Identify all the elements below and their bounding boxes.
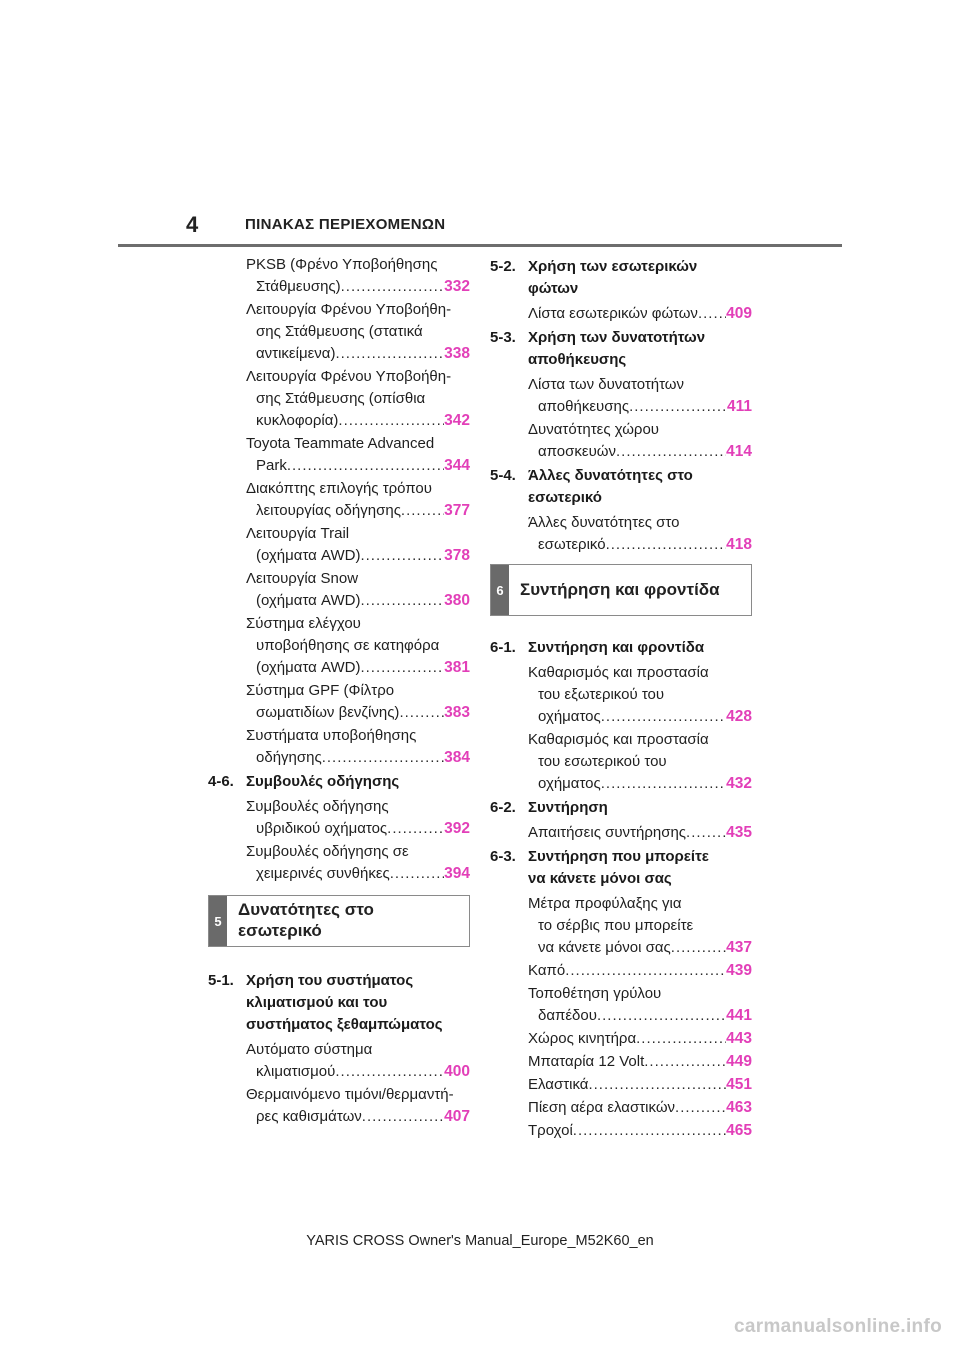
section-title-line: Συντήρηση <box>528 799 608 816</box>
toc-page-number[interactable]: 332 <box>444 278 470 295</box>
toc-entry-last-line: δαπέδου <box>538 1007 597 1024</box>
toc-entry-last-line: οχήματος <box>538 775 601 792</box>
toc-entry-last-line: αποσκευών <box>538 443 617 460</box>
toc-entry-line: Συμβουλές οδήγησης <box>246 798 389 815</box>
toc-entry-text <box>490 822 752 844</box>
toc-entry-line: Σύστημα GPF (Φίλτρο <box>246 682 395 699</box>
toc-entry[interactable] <box>208 523 470 567</box>
toc-section-6-1[interactable] <box>490 637 752 659</box>
toc-section-5-3[interactable] <box>490 327 752 371</box>
toc-entry-last-line: Park <box>256 457 287 474</box>
toc-entry[interactable] <box>208 613 470 679</box>
chapter-title <box>509 565 751 615</box>
toc-entry[interactable] <box>208 725 470 769</box>
section-number: 5-1. <box>208 972 234 989</box>
toc-page-number[interactable]: 437 <box>726 939 752 956</box>
toc-entry-leader <box>246 747 470 769</box>
toc-entry-text <box>490 1051 752 1073</box>
toc-entry-last-line: να κάνετε μόνοι σας <box>538 939 671 956</box>
dot-leader <box>573 1120 726 1142</box>
toc-entry-text <box>208 796 470 840</box>
toc-entry-text <box>208 299 470 365</box>
chapter-number-tab: 5 <box>209 896 227 946</box>
toc-entry-leader <box>246 343 470 365</box>
toc-entry-leader <box>246 1061 470 1083</box>
toc-entry-line: Λειτουργία Φρένου Υποβοήθη- <box>246 301 452 318</box>
toc-entry-text <box>490 1120 752 1142</box>
toc-entry-last-line: Τροχοί <box>528 1122 573 1139</box>
dot-leader <box>322 747 444 769</box>
toc-entry-last-line: Απαιτήσεις συντήρησης <box>528 824 687 841</box>
toc-page-number[interactable]: 411 <box>726 398 752 415</box>
dot-leader <box>629 396 727 418</box>
chapter-number-tab: 6 <box>491 565 509 615</box>
toc-entry[interactable] <box>208 568 470 612</box>
section-number: 6-2. <box>490 799 516 816</box>
toc-entry-text <box>490 983 752 1027</box>
toc-entry-leader <box>528 441 752 463</box>
toc-entry-text <box>490 1028 752 1050</box>
toc-entry[interactable] <box>490 822 752 844</box>
toc-right-column <box>490 254 752 1143</box>
toc-entry-leader <box>246 702 470 724</box>
toc-entry-last-line: Χώρος κινητήρα <box>528 1030 637 1047</box>
toc-entry-line: PKSB (Φρένο Υποβοήθησης <box>246 256 438 273</box>
dot-leader <box>335 1061 444 1083</box>
toc-entry[interactable] <box>490 374 752 418</box>
toc-entry-line: Συμβουλές οδήγησης σε <box>246 843 409 860</box>
toc-entry-last-line: αποθήκευσης <box>538 398 630 415</box>
section-title-line: Χρήση των δυνατοτήτων <box>528 329 706 346</box>
toc-group <box>490 893 752 1142</box>
toc-entry-line: Σύστημα ελέγχου <box>246 615 361 632</box>
section-title-line: να κάνετε μόνοι σας <box>528 870 672 887</box>
toc-entry-text <box>208 366 470 432</box>
toc-entry-text <box>208 680 470 724</box>
section-title-line: Συντήρηση που μπορείτε <box>528 848 709 865</box>
toc-entry-last-line: χειμερινές συνθήκες <box>256 865 390 882</box>
toc-entry-text <box>208 1084 470 1128</box>
toc-entry-leader <box>246 410 470 432</box>
toc-entry-line: το σέρβις που μπορείτε <box>538 917 694 934</box>
dot-leader <box>338 410 444 432</box>
toc-entry[interactable] <box>490 303 752 325</box>
toc-entry-leader <box>528 960 752 982</box>
toc-entry-last-line: Μπαταρία 12 Volt <box>528 1053 645 1070</box>
toc-entry[interactable] <box>490 983 752 1027</box>
toc-entry-text <box>490 419 752 463</box>
toc-page-number[interactable]: 381 <box>444 659 470 676</box>
toc-page-number[interactable]: 384 <box>444 749 470 766</box>
toc-entry-line: Μέτρα προφύλαξης για <box>528 895 682 912</box>
section-title-line: κλιματισμού και του <box>246 994 388 1011</box>
toc-entry-line: Τοποθέτηση γρύλου <box>528 985 662 1002</box>
toc-page-number[interactable]: 380 <box>444 592 470 609</box>
toc-left-column <box>208 254 470 1129</box>
section-number: 6-1. <box>490 639 516 656</box>
toc-entry-last-line: Πίεση αέρα ελαστικών <box>528 1099 676 1116</box>
dot-leader <box>636 1028 726 1050</box>
toc-entry-leader <box>246 590 470 612</box>
toc-page-number[interactable]: 449 <box>726 1053 752 1070</box>
toc-entry[interactable] <box>208 1039 470 1083</box>
toc-entry[interactable] <box>490 419 752 463</box>
toc-section-5-4[interactable] <box>490 465 752 509</box>
toc-page-number[interactable]: 451 <box>726 1076 752 1093</box>
toc-section-5-1[interactable] <box>208 970 470 1036</box>
toc-group <box>490 374 752 463</box>
page-header <box>0 212 960 248</box>
toc-page-number[interactable]: 443 <box>726 1030 752 1047</box>
toc-entry[interactable] <box>208 366 470 432</box>
toc-entry-text <box>208 433 470 477</box>
chapter-title-line: Δυνατότητες στο <box>238 900 374 919</box>
toc-page-number[interactable]: 441 <box>726 1007 752 1024</box>
toc-page-number[interactable]: 394 <box>444 865 470 882</box>
toc-entry-leader <box>246 500 470 522</box>
toc-entry-leader <box>246 818 470 840</box>
section-title-line: εσωτερικό <box>528 489 602 506</box>
toc-section-6-2[interactable] <box>490 797 752 819</box>
dot-leader <box>606 534 727 556</box>
chapter-title-line: εσωτερικό <box>238 921 322 940</box>
toc-entry-text <box>208 1039 470 1083</box>
toc-entry-text <box>490 512 752 556</box>
section-title <box>208 970 470 1036</box>
toc-group <box>490 822 752 844</box>
toc-page-number[interactable]: 428 <box>726 708 752 725</box>
toc-entry-leader <box>528 534 752 556</box>
dot-leader <box>597 1005 726 1027</box>
dot-leader <box>686 822 726 844</box>
toc-entry-leader <box>528 1051 752 1073</box>
dot-leader <box>671 937 726 959</box>
toc-entry-text <box>208 613 470 679</box>
toc-entry-leader <box>528 1120 752 1142</box>
footer-text: YARIS CROSS Owner's Manual_Europe_M52K60_en <box>306 1233 654 1249</box>
section-title <box>490 465 752 509</box>
section-title-line: αποθήκευσης <box>528 351 627 368</box>
toc-group <box>208 796 470 885</box>
toc-entry-line: του εσωτερικού του <box>538 753 667 770</box>
watermark: carmanualsonline.info <box>734 1316 942 1337</box>
toc-entry-line: σης Στάθμευσης (στατικά <box>256 323 423 340</box>
section-number: 5-2. <box>490 258 516 275</box>
toc-entry[interactable] <box>490 960 752 982</box>
dot-leader <box>588 1074 726 1096</box>
toc-entry-leader <box>246 276 470 298</box>
toc-page-number[interactable]: 383 <box>444 704 470 721</box>
toc-entry[interactable] <box>490 1074 752 1096</box>
toc-entry-leader <box>528 303 752 325</box>
toc-entry-last-line: ρες καθισμάτων <box>256 1108 362 1125</box>
dot-leader <box>360 657 444 679</box>
toc-entry-line: Λειτουργία Trail <box>246 525 350 542</box>
toc-entry-line: Λειτουργία Snow <box>246 570 359 587</box>
toc-entry[interactable] <box>490 893 752 959</box>
toc-entry-line: του εξωτερικού του <box>538 686 665 703</box>
section-title-line: συστήματος ξεθαμπώματος <box>246 1016 443 1033</box>
dot-leader <box>601 773 726 795</box>
toc-page-number[interactable]: 338 <box>444 345 470 362</box>
toc-entry-last-line: (οχήματα AWD) <box>256 592 361 609</box>
toc-page-number[interactable]: 400 <box>444 1063 470 1080</box>
toc-group <box>490 662 752 795</box>
toc-section-5-2[interactable] <box>490 256 752 300</box>
toc-entry-leader <box>528 706 752 728</box>
dot-leader <box>387 818 444 840</box>
toc-entry-text <box>208 478 470 522</box>
toc-entry[interactable] <box>490 1120 752 1142</box>
toc-entry-leader <box>246 455 470 477</box>
toc-entry-line: Toyota Teammate Advanced <box>246 435 435 452</box>
toc-entry-leader <box>528 1005 752 1027</box>
toc-entry-last-line: Ελαστικά <box>528 1076 589 1093</box>
toc-entry-line: Δυνατότητες χώρου <box>528 421 659 438</box>
toc-entry-line: Αυτόματο σύστημα <box>246 1041 373 1058</box>
dot-leader <box>341 276 444 298</box>
toc-entry-line: Άλλες δυνατότητες στο <box>528 514 680 531</box>
toc-entry-leader <box>246 1106 470 1128</box>
toc-entry-last-line: εσωτερικό <box>538 536 606 553</box>
toc-entry-leader <box>528 822 752 844</box>
section-number: 5-4. <box>490 467 516 484</box>
toc-entry-last-line: Στάθμευσης) <box>256 278 341 295</box>
section-title <box>490 797 752 819</box>
toc-entry-leader <box>246 657 470 679</box>
toc-entry-last-line: Λίστα εσωτερικών φώτων <box>528 305 698 322</box>
header-divider <box>118 244 842 247</box>
toc-page-number[interactable]: 409 <box>726 305 752 322</box>
toc-entry-leader <box>528 937 752 959</box>
page-title: ΠΙΝΑΚΑΣ ΠΕΡΙΕΧΟΜΕΝΩΝ <box>245 216 446 233</box>
toc-entry-last-line: λειτουργίας οδήγησης <box>256 502 401 519</box>
toc-page-number[interactable]: 344 <box>444 457 470 474</box>
toc-entry-line: Θερμαινόμενο τιμόνι/θερμαντή- <box>246 1086 454 1103</box>
toc-entry-last-line: κυκλοφορία) <box>256 412 339 429</box>
dot-leader <box>362 1106 444 1128</box>
section-title-line: Συντήρηση και φροντίδα <box>528 639 705 656</box>
toc-entry-leader <box>246 863 470 885</box>
section-title-line: φώτων <box>528 280 579 297</box>
section-number: 4-6. <box>208 773 234 790</box>
toc-entry-text <box>208 568 470 612</box>
toc-entry-last-line: υβριδικού οχήματος <box>256 820 388 837</box>
toc-entry-line: Λίστα των δυνατοτήτων <box>528 376 685 393</box>
section-title-line: Συμβουλές οδήγησης <box>246 773 400 790</box>
toc-page-number[interactable]: 463 <box>726 1099 752 1116</box>
toc-section-4-6[interactable] <box>208 771 470 793</box>
toc-entry-last-line: αντικείμενα) <box>256 345 336 362</box>
toc-entry[interactable] <box>490 729 752 795</box>
toc-entry-line: Καθαρισμός και προστασία <box>528 664 709 681</box>
toc-entry-text <box>208 254 470 298</box>
section-number: 6-3. <box>490 848 516 865</box>
toc-entry-text <box>490 303 752 325</box>
toc-entry-last-line: οδήγησης <box>256 749 322 766</box>
toc-entry-last-line: κλιματισμού <box>256 1063 336 1080</box>
toc-page-number[interactable]: 378 <box>444 547 470 564</box>
toc-entry-leader <box>528 396 752 418</box>
toc-entry-leader <box>528 1097 752 1119</box>
toc-group <box>490 303 752 325</box>
toc-entry-text <box>490 374 752 418</box>
toc-entry[interactable] <box>208 1084 470 1128</box>
toc-entry[interactable] <box>208 254 470 298</box>
toc-group <box>208 254 470 769</box>
toc-page-number[interactable]: 407 <box>444 1108 470 1125</box>
toc-entry-leader <box>528 1028 752 1050</box>
toc-entry-line: Συστήματα υποβοήθησης <box>246 727 417 744</box>
dot-leader <box>390 863 444 885</box>
chapter-5-box[interactable] <box>208 895 470 947</box>
toc-page-number[interactable]: 418 <box>726 536 752 553</box>
dot-leader <box>698 303 726 325</box>
toc-entry-leader <box>528 773 752 795</box>
toc-entry-last-line: (οχήματα AWD) <box>256 659 361 676</box>
toc-entry-text <box>490 1097 752 1119</box>
toc-entry[interactable] <box>490 1097 752 1119</box>
dot-leader <box>399 702 444 724</box>
toc-page-number[interactable]: 414 <box>726 443 752 460</box>
toc-entry-line: Διακόπτης επιλογής τρόπου <box>246 480 432 497</box>
toc-entry[interactable] <box>208 680 470 724</box>
page-number: 4 <box>186 212 199 237</box>
toc-entry-text <box>208 523 470 567</box>
dot-leader <box>360 545 444 567</box>
toc-section-6-3[interactable] <box>490 846 752 890</box>
toc-entry-last-line: Καπό <box>528 962 566 979</box>
toc-page-number[interactable]: 432 <box>726 775 752 792</box>
toc-page-number[interactable]: 377 <box>444 502 470 519</box>
section-number: 5-3. <box>490 329 516 346</box>
toc-entry-text <box>208 725 470 769</box>
dot-leader <box>287 455 444 477</box>
dot-leader <box>601 706 726 728</box>
dot-leader <box>565 960 726 982</box>
dot-leader <box>360 590 444 612</box>
toc-entry-text <box>490 662 752 728</box>
chapter-title-line: Συντήρηση και φροντίδα <box>520 580 720 599</box>
toc-entry-line: σης Στάθμευσης (οπίσθια <box>256 390 426 407</box>
toc-entry[interactable] <box>490 1051 752 1073</box>
chapter-6-box[interactable] <box>490 564 752 616</box>
toc-entry-last-line: (οχήματα AWD) <box>256 547 361 564</box>
toc-entry-text <box>490 1074 752 1096</box>
toc-entry[interactable] <box>490 662 752 728</box>
toc-entry-last-line: σωματιδίων βενζίνης) <box>256 704 400 721</box>
section-title <box>208 771 470 793</box>
toc-entry[interactable] <box>490 1028 752 1050</box>
dot-leader <box>616 441 726 463</box>
dot-leader <box>335 343 444 365</box>
toc-page-number[interactable]: 439 <box>726 962 752 979</box>
toc-entry-text <box>490 960 752 982</box>
toc-entry-text <box>208 841 470 885</box>
toc-entry-text <box>490 893 752 959</box>
dot-leader <box>644 1051 726 1073</box>
toc-page-number[interactable]: 392 <box>444 820 470 837</box>
section-title-line: Χρήση των εσωτερικών <box>528 258 698 275</box>
toc-entry[interactable] <box>208 796 470 840</box>
toc-page-number[interactable]: 342 <box>444 412 470 429</box>
toc-page-number[interactable]: 465 <box>726 1122 752 1139</box>
section-title <box>490 256 752 300</box>
toc-entry-last-line: οχήματος <box>538 708 601 725</box>
section-title <box>490 846 752 890</box>
toc-entry[interactable] <box>208 433 470 477</box>
toc-page-number[interactable]: 435 <box>726 824 752 841</box>
toc-entry-leader <box>528 1074 752 1096</box>
toc-entry[interactable] <box>208 841 470 885</box>
toc-entry-leader <box>246 545 470 567</box>
section-title <box>490 327 752 371</box>
chapter-title <box>227 896 469 946</box>
toc-entry[interactable] <box>490 512 752 556</box>
section-title <box>490 637 752 659</box>
toc-group <box>490 512 752 556</box>
toc-entry-line: Καθαρισμός και προστασία <box>528 731 709 748</box>
toc-entry-line: υποβοήθησης σε κατηφόρα <box>256 637 440 654</box>
dot-leader <box>675 1097 726 1119</box>
toc-entry[interactable] <box>208 478 470 522</box>
section-title-line: Χρήση του συστήματος <box>246 972 414 989</box>
toc-entry-line: Λειτουργία Φρένου Υποβοήθη- <box>246 368 452 385</box>
toc-group <box>208 1039 470 1128</box>
dot-leader <box>401 500 444 522</box>
section-title-line: Άλλες δυνατότητες στο <box>528 467 693 484</box>
toc-entry-text <box>490 729 752 795</box>
toc-entry[interactable] <box>208 299 470 365</box>
